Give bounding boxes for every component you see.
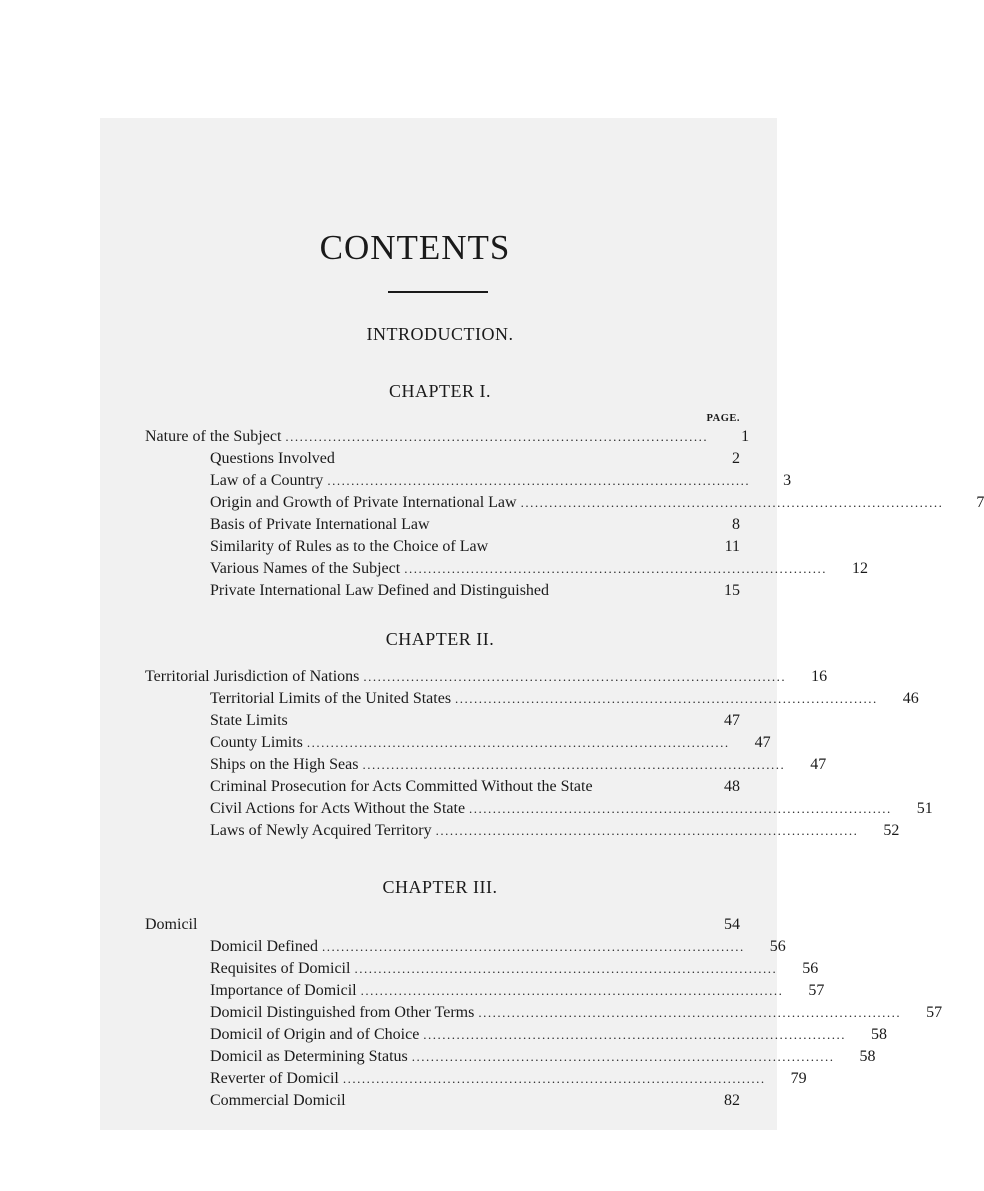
entry-page: 51 — [916, 800, 933, 817]
entry-page: 8 — [732, 516, 740, 533]
entry-page: 48 — [724, 778, 740, 795]
toc-entry[interactable] — [145, 916, 740, 938]
entry-page: 57 — [926, 1004, 943, 1021]
leader-dots: ......................................................................................... — [327, 473, 751, 488]
entry-page: 47 — [810, 756, 827, 773]
entry-label: Similarity of Rules as to the Choice of Law — [210, 538, 489, 555]
introduction-heading: INTRODUCTION. — [366, 324, 514, 344]
leader-dots: ......................................................................................... — [362, 757, 786, 772]
entry-label: Nature of the Subject — [145, 428, 282, 445]
page-column-label: PAGE. — [706, 413, 740, 424]
toc-entry[interactable] — [210, 1048, 876, 1070]
entry-page: 56 — [802, 960, 819, 977]
entry-label: Ships on the High Seas — [210, 756, 359, 773]
toc-entry[interactable] — [210, 734, 771, 756]
leader-dots: ......................................................................................... — [342, 1071, 766, 1086]
toc-entry[interactable] — [210, 1070, 807, 1092]
entry-page: 58 — [871, 1026, 888, 1043]
leader-dots: ......................................................................................... — [423, 1027, 847, 1042]
leader-dots: ......................................................................................... — [306, 735, 730, 750]
entry-label: Territorial Jurisdiction of Nations — [145, 668, 360, 685]
toc-entry[interactable] — [210, 472, 792, 494]
leader-dots: ......................................................................................... — [285, 429, 709, 444]
entry-label: Reverter of Domicil — [210, 1070, 339, 1087]
entry-label: County Limits — [210, 734, 303, 751]
leader-dots: ......................................................................................... — [478, 1005, 902, 1020]
entry-page: 79 — [790, 1070, 807, 1087]
entry-page: 3 — [783, 472, 792, 489]
toc-entry[interactable] — [210, 690, 919, 712]
toc-entry[interactable] — [210, 938, 786, 960]
leader-dots: ......................................................................................... — [363, 669, 787, 684]
entry-label: Domicil as Determining Status — [210, 1048, 408, 1065]
entry-label: State Limits — [210, 712, 288, 729]
toc-entry[interactable] — [210, 516, 740, 538]
entry-page: 56 — [769, 938, 786, 955]
entry-label: Domicil Defined — [210, 938, 318, 955]
toc-entry[interactable] — [210, 494, 984, 516]
entry-label: Importance of Domicil — [210, 982, 357, 999]
entry-label: Domicil of Origin and of Choice — [210, 1026, 420, 1043]
entry-page: 54 — [724, 916, 740, 933]
entry-label: Territorial Limits of the United States — [210, 690, 452, 707]
entry-label: Commercial Domicil — [210, 1092, 346, 1109]
entry-page: 16 — [811, 668, 828, 685]
toc-entry[interactable] — [145, 428, 750, 450]
entry-page: 52 — [883, 822, 900, 839]
entry-label: Origin and Growth of Private International Law — [210, 494, 517, 511]
entry-label: Private International Law Defined and Distinguished — [210, 582, 550, 599]
toc-entry[interactable] — [210, 1092, 740, 1114]
leader-dots: ......................................................................................... — [520, 495, 944, 510]
entry-label: Civil Actions for Acts Without the State — [210, 800, 466, 817]
toc-entry[interactable] — [145, 668, 828, 690]
entry-page: 2 — [732, 450, 740, 467]
entry-page: 57 — [808, 982, 825, 999]
entry-page: 15 — [724, 582, 740, 599]
entry-label: Domicil — [145, 916, 198, 933]
entry-label: Domicil Distinguished from Other Terms — [210, 1004, 475, 1021]
toc-entry[interactable] — [210, 960, 819, 982]
leader-dots: ......................................................................................... — [354, 961, 778, 976]
page-title: CONTENTS — [319, 228, 511, 267]
chapter-2-heading: CHAPTER II. — [385, 629, 495, 649]
entry-page: 11 — [724, 538, 740, 555]
toc-entry[interactable] — [210, 756, 827, 778]
entry-page: 82 — [724, 1092, 740, 1109]
leader-dots: ......................................................................................... — [404, 561, 827, 576]
entry-label: Law of a Country — [210, 472, 324, 489]
toc-entry[interactable] — [210, 538, 740, 560]
toc-entry[interactable] — [210, 582, 740, 604]
leader-dots: ......................................................................................... — [469, 801, 892, 816]
toc-entry[interactable] — [210, 450, 740, 472]
entry-page: 47 — [754, 734, 771, 751]
entry-page: 7 — [976, 494, 984, 511]
title-rule — [388, 291, 488, 293]
entry-label: Criminal Prosecution for Acts Committed Without the State — [210, 778, 593, 795]
leader-dots: ......................................................................................... — [435, 823, 859, 838]
leader-dots: ......................................................................................... — [321, 939, 745, 954]
toc-entry[interactable] — [210, 800, 933, 822]
entry-page: 46 — [902, 690, 919, 707]
chapter-1-heading: CHAPTER I. — [388, 381, 491, 401]
leader-dots: ......................................................................................... — [455, 691, 878, 706]
entry-label: Laws of Newly Acquired Territory — [210, 822, 432, 839]
toc-entry[interactable] — [210, 822, 900, 844]
toc-entry[interactable] — [210, 1004, 943, 1026]
toc-entry[interactable] — [210, 1026, 888, 1048]
leader-dots: ......................................................................................... — [360, 983, 784, 998]
entry-label: Questions Involved — [210, 450, 335, 467]
entry-page: 12 — [851, 560, 868, 577]
entry-page: 58 — [859, 1048, 876, 1065]
entry-label: Basis of Private International Law — [210, 516, 430, 533]
toc-entry[interactable] — [210, 778, 740, 800]
chapter-3-heading: CHAPTER III. — [382, 877, 498, 897]
toc-entry[interactable] — [210, 560, 868, 582]
entry-page: 47 — [724, 712, 740, 729]
toc-entry[interactable] — [210, 712, 740, 734]
leader-dots: ......................................................................................... — [411, 1049, 835, 1064]
toc-entry[interactable] — [210, 982, 825, 1004]
entry-page: 1 — [741, 428, 750, 445]
entry-label: Various Names of the Subject — [210, 560, 401, 577]
entry-label: Requisites of Domicil — [210, 960, 351, 977]
